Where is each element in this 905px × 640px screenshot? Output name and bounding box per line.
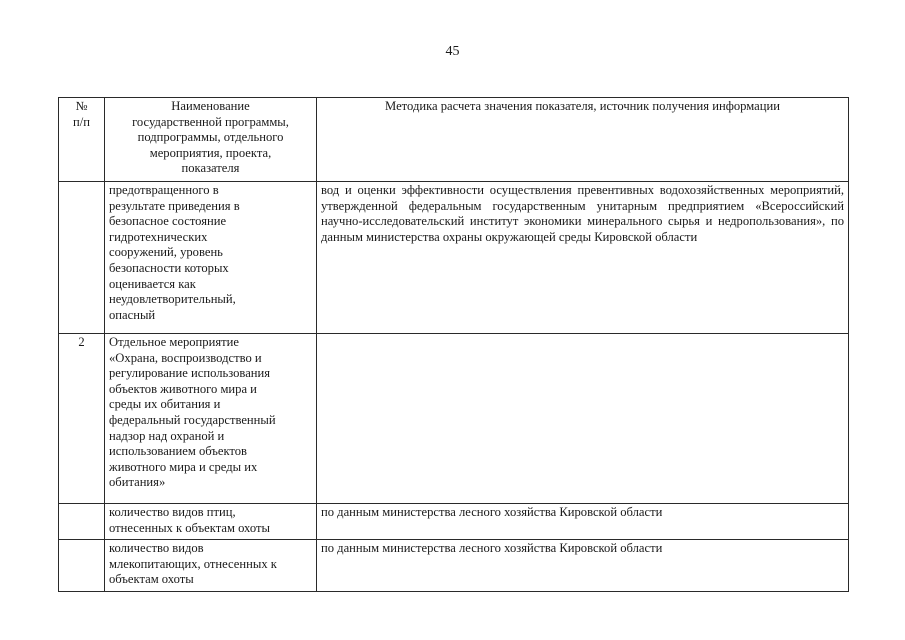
page-number: 45	[445, 44, 460, 59]
table-row	[59, 540, 849, 592]
row-method-cell: по данным министерства лесного хозяйства Кировской области	[317, 540, 849, 592]
row-name-cell: количество видов птиц, отнесенных к объектам охоты	[105, 504, 317, 540]
row-method-cell: вод и оценки эффективности осуществления превентивных водохозяйственных мероприятий, утвержденной федеральным государственным унитарным предприятием «Всероссийский научно-исследовательский институт экономики минерального сырья и недропользования», по данным министерства охраны окружающей среды Кировской области	[317, 182, 849, 334]
table-header-row	[59, 98, 849, 182]
row-number-cell	[59, 540, 105, 592]
header-method: Методика расчета значения показателя, источник получения информации	[317, 98, 849, 182]
row-method-cell	[317, 334, 849, 504]
row-name-cell: предотвращенного в результате приведения в безопасное состояние гидротехнических сооружений, уровень безопасности которых оценивается как неудовлетворительный, опасный	[105, 182, 317, 334]
header-number: № п/п	[59, 98, 105, 182]
row-number-cell: 2	[59, 334, 105, 504]
header-name: Наименование государственной программы, подпрограммы, отдельного мероприятия, проекта, показателя	[105, 98, 317, 182]
row-name-cell: количество видов млекопитающих, отнесенных к объектам охоты	[105, 540, 317, 592]
table-row	[59, 182, 849, 334]
row-number-cell	[59, 182, 105, 334]
row-number-cell	[59, 504, 105, 540]
table-row	[59, 504, 849, 540]
table-row	[59, 334, 849, 504]
row-method-cell: по данным министерства лесного хозяйства Кировской области	[317, 504, 849, 540]
row-name-cell: Отдельное мероприятие «Охрана, воспроизводство и регулирование использования объектов животного мира и среды их обитания и федеральный государственный надзор над охраной и использованием объектов животного мира и среды их обитания»	[105, 334, 317, 504]
indicator-table	[58, 97, 849, 592]
